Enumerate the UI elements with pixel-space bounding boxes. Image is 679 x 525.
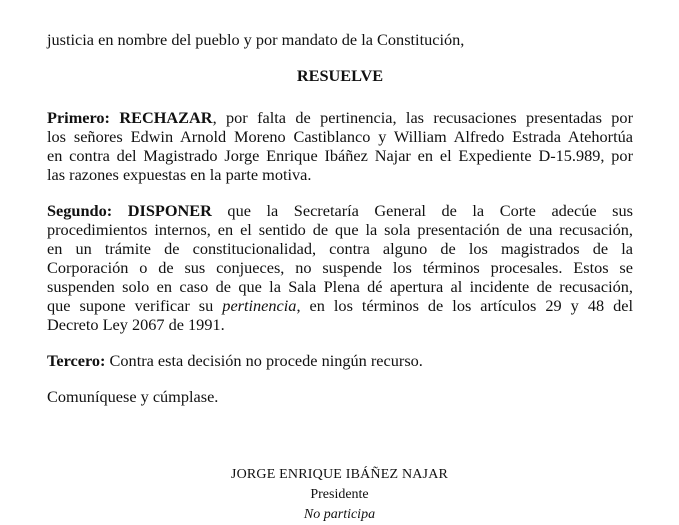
closing-paragraph <box>47 387 633 406</box>
segundo-line6-b: , en los términos de los artículos 29 y 48 del <box>296 296 634 315</box>
segundo-line-4: Corporación o de sus conjueces, no suspende los términos procesales. Estos se <box>47 258 633 277</box>
tercero-line <box>47 351 633 370</box>
tercero-label: Tercero: <box>47 351 106 370</box>
closing-text: Comuníquese y cúmplase. <box>47 387 219 406</box>
segundo-line-6 <box>47 296 633 315</box>
segundo-line-7: Decreto Ley 2067 de 1991. <box>47 315 225 334</box>
document-body <box>47 30 633 423</box>
primero-line-1 <box>47 108 633 127</box>
signatory-name: JORGE ENRIQUE IBÁÑEZ NAJAR <box>230 467 449 482</box>
intro-text: justicia en nombre del pueblo y por mandato de la Constitución, <box>47 30 465 49</box>
heading-resuelve: RESUELVE <box>296 66 384 85</box>
segundo-verb: DISPONER <box>127 201 212 220</box>
signatory-role: Presidente <box>310 487 369 502</box>
primero-line-3: en contra del Magistrado Jorge Enrique Ibáñez Najar en el Expediente D-15.989, por <box>47 146 633 165</box>
signatory-note: No participa <box>303 507 376 522</box>
segundo-line-2: procedimientos internos, en el sentido de que la sola presentación de una recusación, <box>47 220 633 239</box>
tercero-text: Contra esta decisión no procede ningún recurso. <box>105 351 423 370</box>
signature-block <box>0 465 679 525</box>
primero-verb: RECHAZAR <box>119 108 213 127</box>
primero-label: Primero: <box>47 108 110 127</box>
paragraph-primero <box>47 108 633 184</box>
segundo-line-3: en un trámite de constitucionalidad, contra alguno de los magistrados de la <box>47 239 633 258</box>
segundo-text: que la Secretaría General de la Corte adecúe sus <box>227 201 633 220</box>
primero-line-4: las razones expuestas en la parte motiva. <box>47 165 312 184</box>
primero-line-2: los señores Edwin Arnold Moreno Castiblanco y William Alfredo Estrada Atehortúa <box>47 127 633 146</box>
segundo-emphasis: pertinencia <box>222 296 297 315</box>
segundo-line-1 <box>47 201 633 220</box>
primero-text: , por falta de pertinencia, las recusaciones presentadas por <box>212 108 633 127</box>
segundo-line-5: suspenden solo en caso de que la Sala Plena dé apertura al incidente de recusación, <box>47 277 633 296</box>
segundo-label: Segundo: <box>47 201 113 220</box>
intro-paragraph <box>47 30 633 49</box>
paragraph-tercero <box>47 351 633 370</box>
paragraph-segundo <box>47 201 633 334</box>
segundo-line6-a: que supone verificar su <box>47 296 223 315</box>
